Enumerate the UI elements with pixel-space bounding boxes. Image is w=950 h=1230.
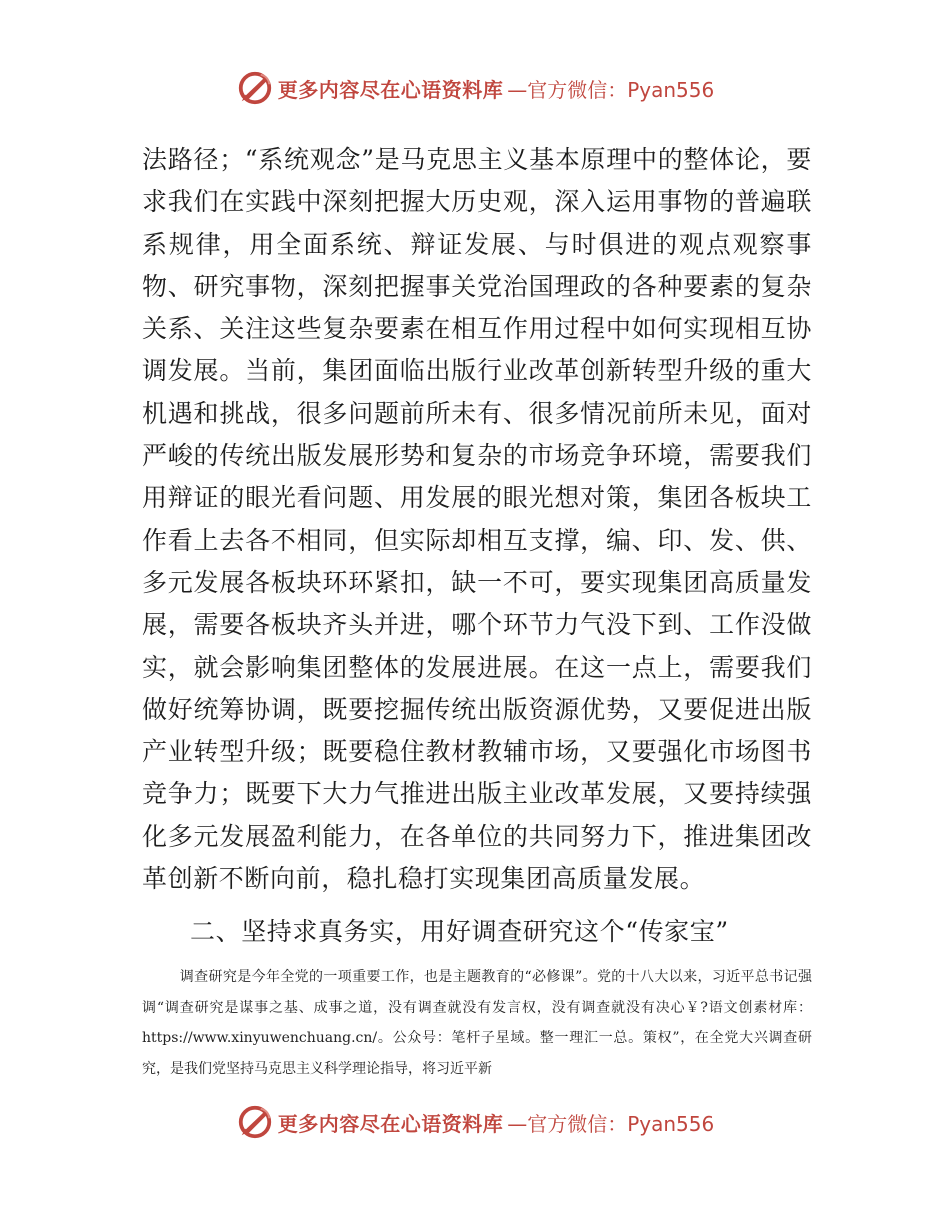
watermark-wechat: —官方微信：Pyan556 [507, 1111, 715, 1136]
watermark-text: 更多内容尽在心语资料库 [277, 77, 504, 102]
body-paragraph-2: 调查研究是今年全党的一项重要工作，也是主题教育的“必修课”。党的十八大以来，习近平总书记强调“调查研究是谋事之基、成事之道，没有调查就没有发言权，没有调查就没有决心￥?语文创素材库：https://www.xinyuwenchuang.cn/。公众号：笔杆子星域。整一理汇一总。策权”，在全党大兴调查研究，是我们党坚持马克思主义科学理论指导，将习近平新 [142, 969, 812, 1077]
watermark-text: 更多内容尽在心语资料库 [277, 1111, 504, 1136]
pen-logo-icon [236, 69, 274, 107]
watermark-wechat: —官方微信：Pyan556 [507, 77, 715, 102]
body-paragraph-1: 法路径；“系统观念”是马克思主义基本原理中的整体论，要求我们在实践中深刻把握大历史观，深入运用事物的普遍联系规律，用全面系统、辩证发展、与时俱进的观点观察事物、研究事物，深刻把握事关党治国理政的各种要素的复杂关系、关注这些复杂要素在相互作用过程中如何实现相互协调发展。当前，集团面临出版行业改革创新转型升级的重大机遇和挑战，很多问题前所未有、很多情况前所未见，面对严峻的传统出版发展形势和复杂的市场竞争环境，需要我们用辩证的眼光看问题、用发展的眼光想对策，集团各板块工作看上去各不相同，但实际却相互支撑，编、印、发、供、多元发展各板块环环紧扣，缺一不可，要实现集团高质量发展，需要各板块齐头并进，哪个环节力气没下到、工作没做实，就会影响集团整体的发展进展。在这一点上，需要我们做好统筹协调，既要挖掘传统出版资源优势，又要促进出版产业转型升级；既要稳住教材教辅市场，又要强化市场图书竞争力；既要下大力气推进出版主业改革发展，又要持续强化多元发展盈利能力，在各单位的共同努力下，推进集团改革创新不断向前，稳扎稳打实现集团高质量发展。 [142, 145, 812, 894]
watermark-banner-top [0, 66, 950, 110]
watermark-banner-bottom [0, 1100, 950, 1144]
section-heading-2: 二、坚持求真务实，用好调查研究这个“传家宝” [190, 917, 729, 946]
pen-logo-icon [236, 1103, 274, 1141]
